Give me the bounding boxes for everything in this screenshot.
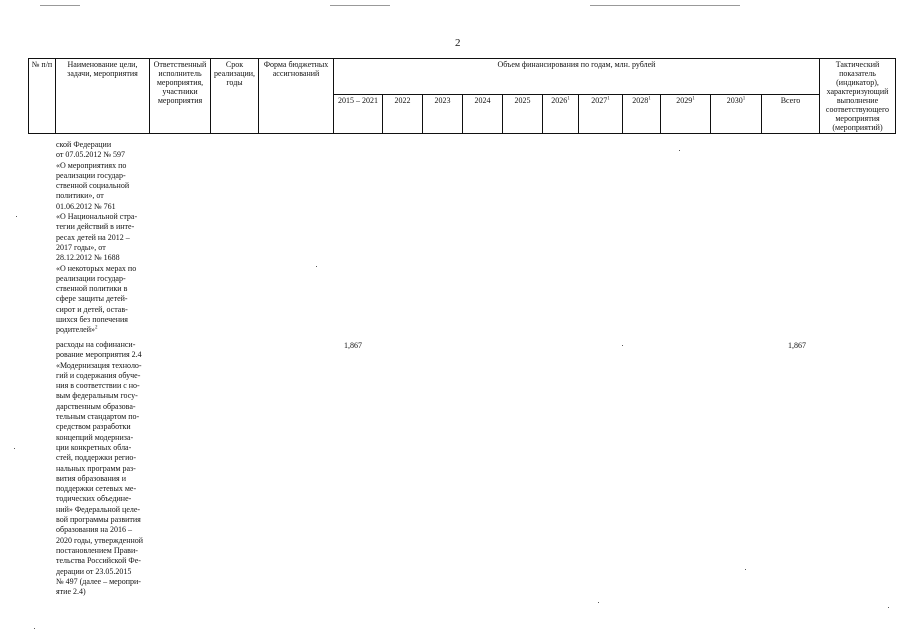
scan-speck [679,150,680,151]
page-number: 2 [455,37,461,49]
scan-speck [622,345,623,346]
year-header: 2025 [503,94,543,133]
footnote-mark: 1 [692,96,695,102]
footnote-mark: 1 [742,96,746,102]
year-header: 2026$^1$ [543,94,579,133]
scan-edge-mark [590,5,740,6]
year-header: 2030$^1$ [711,94,762,133]
scan-speck [16,216,17,217]
row-description-cofinancing: расходы на софинанси- рование мероприятия 2.4 «Модернизация техноло- гий и содержания обуче- ния в соответствии с но- вым федеральным госу- дарственным образова- тельным стандартом по- средством разработки концепций модерниза- ции конкретных обла- стей, поддержки регио- нальных программ раз- вития образования и поддержки сетевых ме- тодических объедине- ний» Федеральной целе- вой программы развития образования на 2016 – 2020 годы, утвержденной постановлением Прави- тельства Российской Фе- дерации от 23.05.2015 № 497 (далее – меропри- ятие 2.4) [56,340,144,597]
footnote-mark: 1 [607,96,610,102]
scan-speck [745,569,746,570]
column-header-responsible: Ответственный исполнитель мероприятия, участники мероприятия [150,59,211,134]
column-header-term: Срок реализации, годы [211,59,259,134]
scan-edge-mark [40,5,80,6]
budget-table-header [28,58,896,134]
year-header: 2023 [423,94,463,133]
column-header-number: № п/п [29,59,56,134]
scan-speck [888,607,889,608]
year-header: 2024 [463,94,503,133]
value-2015-2021: 1,867 [344,341,362,350]
scan-speck [34,628,35,629]
scan-edge-mark [330,5,390,6]
year-header: 2029$^1$ [661,94,711,133]
footnote-mark: 2 [95,325,98,331]
column-header-name: Наименование цели, задачи, мероприятия [56,59,150,134]
year-header: 2022 [383,94,423,133]
year-header: 2027$^1$ [579,94,623,133]
column-header-form: Форма бюджетных ассигнований [259,59,334,134]
footnote-mark: 1 [648,96,651,102]
scan-speck [316,266,317,267]
total-header: Всего [762,94,820,133]
year-header: 2028$^1$ [623,94,661,133]
column-header-indicator: Тактический показатель (индикатор), характеризующий выполнение соответствующего мероприятия (мероприятий) [820,59,896,134]
row-description-legal-basis: ской Федерации от 07.05.2012 № 597 «О мероприятиях по реализации государ- ственной социальной политики», от 01.06.2012 № 761 «О Национальной стра- тегии действий в инте- ресах детей на 2012 – 2017 годы», от 28.12.2012 № 1688 «О некоторых мерах по реализации государ- ственной политики в сфере защиты детей- сирот и детей, остав- шихся без попечения родителей»$^2$ [56,140,138,335]
column-header-financing: Объем финансирования по годам, млн. рублей [334,59,820,95]
value-total: 1,867 [788,341,806,350]
year-header: 2015 – 2021 [334,94,383,133]
scan-speck [598,602,599,603]
scan-speck [14,448,15,449]
footnote-mark: 1 [567,96,570,102]
